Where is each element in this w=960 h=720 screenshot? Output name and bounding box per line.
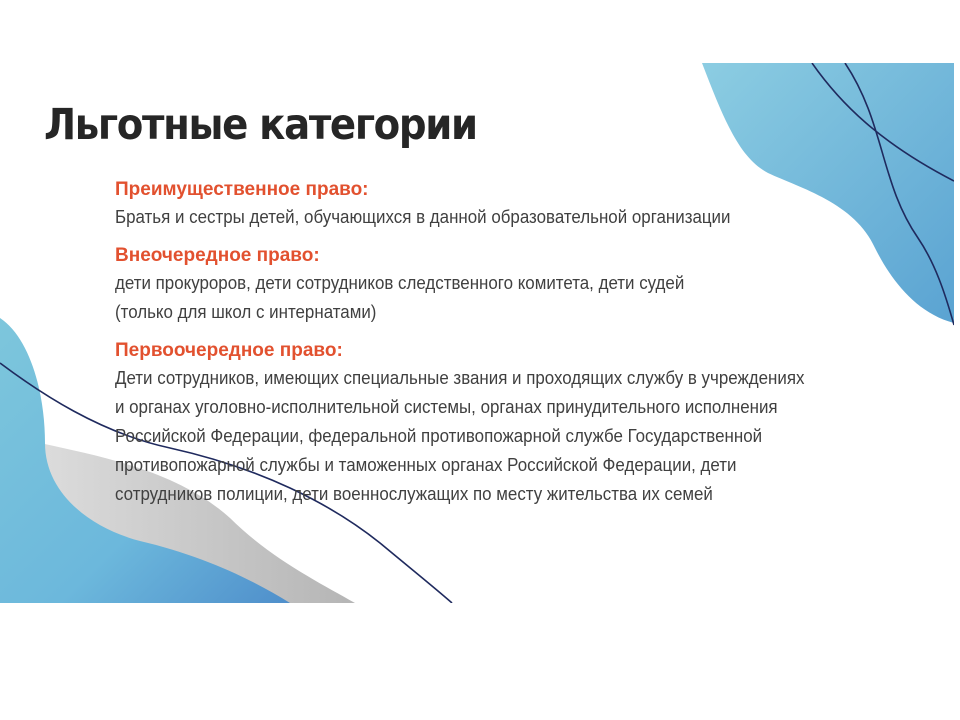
section-heading: Преимущественное право: — [115, 179, 369, 200]
text-line: дети прокуроров, дети сотрудников следственного комитета, дети судей — [115, 273, 685, 293]
text-line: противопожарной службы и таможенных органах Российской Федерации, дети — [115, 455, 737, 475]
text-line: Дети сотрудников, имеющих специальные звания и проходящих службу в учреждениях — [115, 368, 805, 388]
section-priority-right — [115, 337, 905, 509]
text-line: сотрудников полиции, дети военнослужащих по месту жительства их семей — [115, 484, 713, 504]
text-line: Братья и сестры детей, обучающихся в данной образовательной организации — [115, 207, 731, 227]
text-line: и органах уголовно-исполнительной системы, органах принудительного исполнения — [115, 397, 778, 417]
section-preferential-right — [115, 176, 905, 232]
benefit-categories — [115, 176, 905, 509]
section-text — [115, 203, 858, 232]
text-line: Российской Федерации, федеральной противопожарной службе Государственной — [115, 426, 763, 446]
section-heading: Внеочередное право: — [115, 245, 320, 266]
section-extraordinary-right — [115, 242, 905, 327]
slide-title: Льготные категории — [44, 100, 477, 150]
section-text — [115, 364, 858, 509]
section-text — [115, 269, 858, 327]
slide — [0, 63, 954, 603]
section-heading: Первоочередное право: — [115, 340, 343, 361]
text-line: (только для школ с интернатами) — [115, 302, 377, 322]
